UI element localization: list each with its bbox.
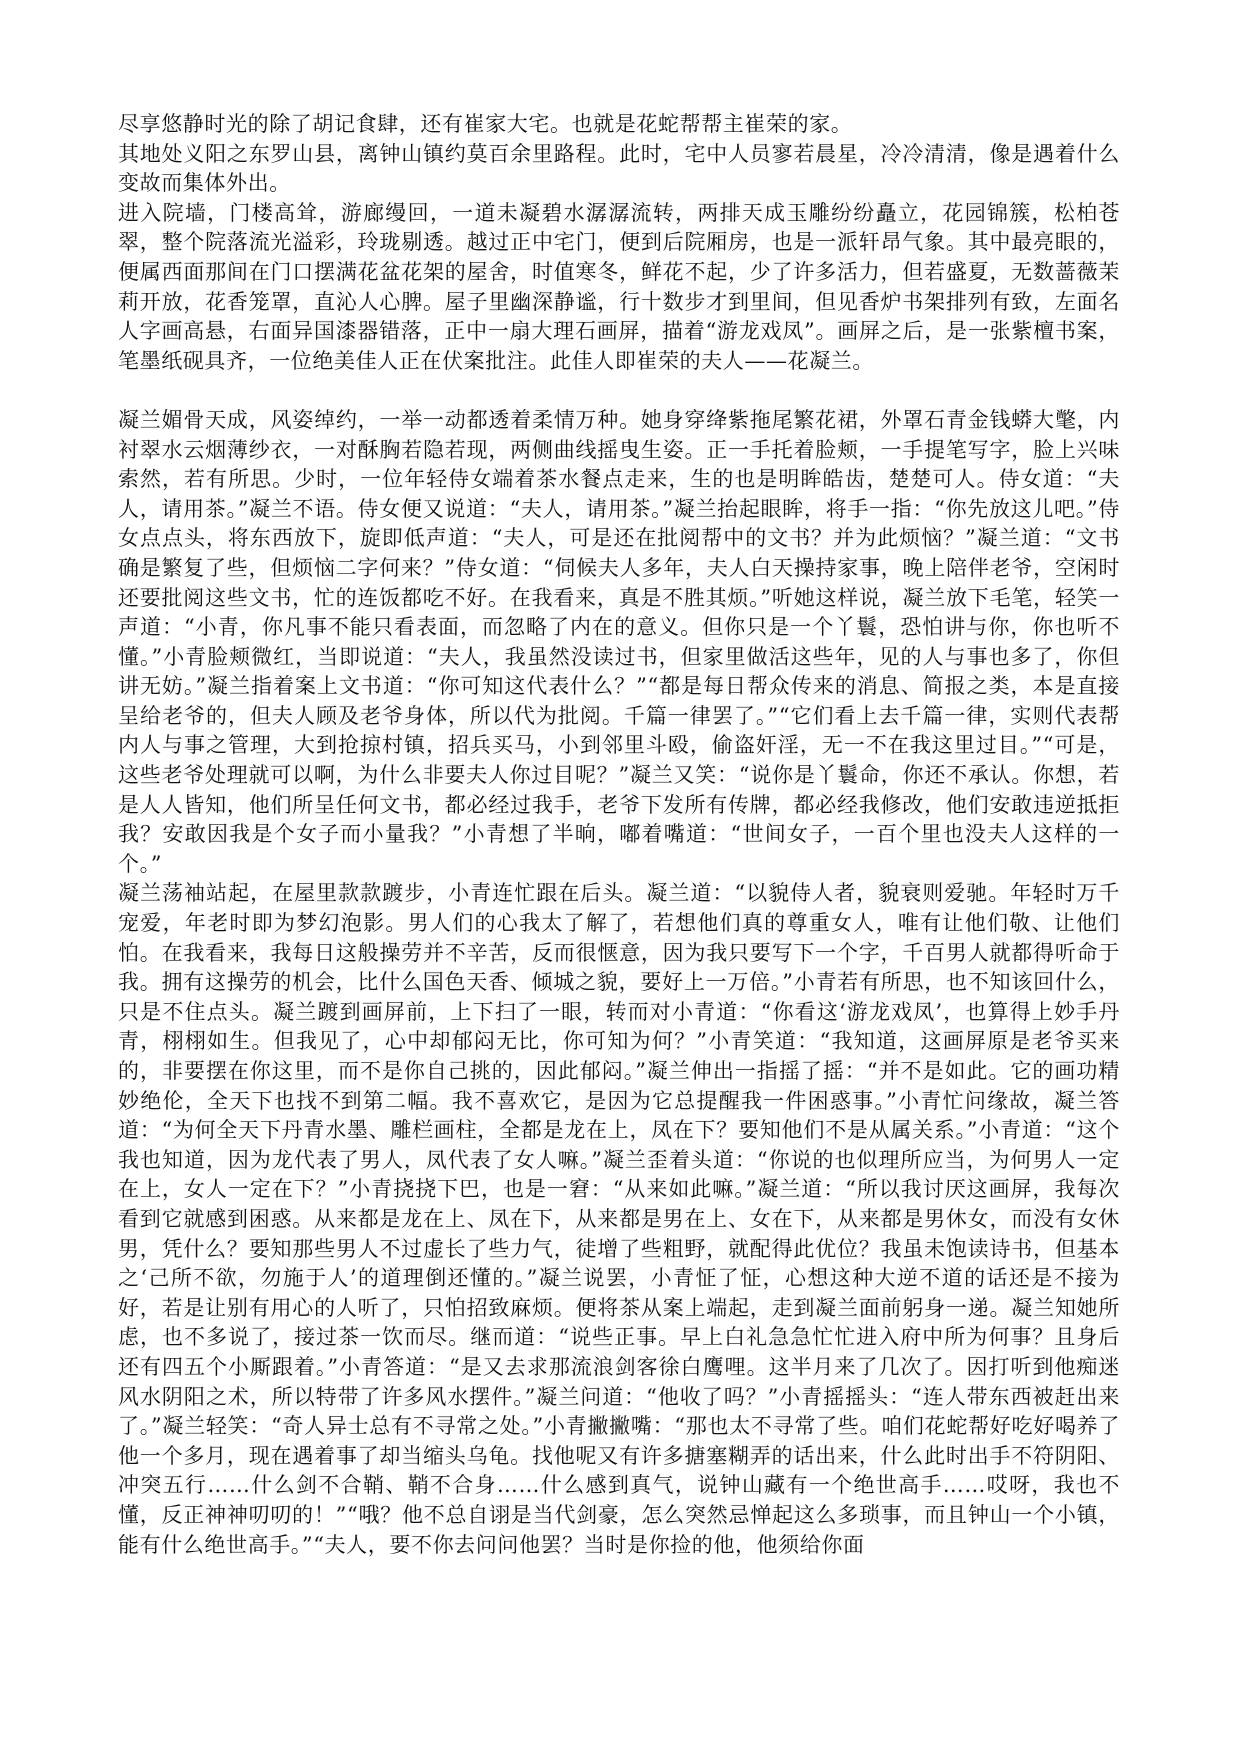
paragraph-4: 凝兰媚骨天成，风姿绰约，一举一动都透着柔情万种。她身穿绛紫拖尾繁花裙，外罩石青金钱蟒大氅，内衬翠水云烟薄纱衣，一对酥胸若隐若现，两侧曲线摇曳生姿。正一手托着脸颊，一手提笔写字，脸上兴味索然，若有所思。少时，一位年轻侍女端着茶水餐点走来，生的也是明眸皓齿，楚楚可人。侍女道：“夫人，请用茶。”凝兰不语。侍女便又说道：“夫人，请用茶。”凝兰抬起眼眸，将手一指：“你先放这儿吧。”侍女点点头，将东西放下，旋即低声道：“夫人，可是还在批阅帮中的文书？并为此烦恼？”凝兰道：“文书确是繁复了些，但烦恼二字何来？”侍女道：“伺候夫人多年，夫人白天操持家事，晚上陪伴老爷，空闲时还要批阅这些文书，忙的连饭都吃不好。在我看来，真是不胜其烦。”听她这样说，凝兰放下毛笔，轻笑一声道：“小青，你凡事不能只看表面，而忽略了内在的意义。但你只是一个丫鬟，恐怕讲与你，你也听不懂。”小青脸颊微红，当即说道：“夫人，我虽然没读过书，但家里做活这些年，见的人与事也多了，你但讲无妨。”凝兰指着案上文书道：“你可知这代表什么？”“都是每日帮众传来的消息、简报之类，本是直接呈给老爷的，但夫人顾及老爷身体，所以代为批阅。千篇一律罢了。”“它们看上去千篇一律，实则代表帮内人与事之管理，大到抢掠村镇，招兵买马，小到邻里斗殴，偷盗奸淫，无一不在我这里过目。”“可是，这些老爷处理就可以啊，为什么非要夫人你过目呢？”凝兰又笑：“说你是丫鬟命，你还不承认。你想，若是人人皆知，他们所呈任何文书，都必经过我手，老爷下发所有传牌，都必经我修改，他们安敢违逆抵拒我？安敢因我是个女子而小量我？”小青想了半晌，嘟着嘴道：“世间女子，一百个里也没夫人这样的一个。” bbox=[118, 407, 1120, 876]
paragraph-1: 尽享悠静时光的除了胡记食肆，还有崔家大宅。也就是花蛇帮帮主崔荣的家。 bbox=[118, 112, 853, 136]
paragraph-3: 进入院墙，门楼高耸，游廊缦回，一道未凝碧水潺潺流转，两排天成玉雕纷纷矗立，花园锦簇，松柏苍翠，整个院落流光溢彩，玲珑剔透。越过正中宅门，便到后院厢房，也是一派轩昂气象。其中最亮眼的，便属西面那间在门口摆满花盆花架的屋舍，时值寒冬，鲜花不起，少了许多活力，但若盛夏，无数蔷薇茉莉开放，花香笼罩，直沁人心脾。屋子里幽深静谧，行十数步才到里间，但见香炉书架排列有致，左面名人字画高悬，右面异国漆器错落，正中一扇大理石画屏，描着“游龙戏凤”。画屏之后，是一张紫檀书案，笔墨纸砚具齐，一位绝美佳人正在伏案批注。此佳人即崔荣的夫人——花凝兰。 bbox=[118, 200, 1120, 373]
document-page bbox=[118, 110, 1120, 1560]
paragraph-gap bbox=[118, 376, 1120, 406]
paragraph-5: 凝兰荡袖站起，在屋里款款踱步，小青连忙跟在后头。凝兰道：“以貌侍人者，貌衰则爱驰。年轻时万千宠爱，年老时即为梦幻泡影。男人们的心我太了解了，若想他们真的尊重女人，唯有让他们敬、让他们怕。在我看来，我每日这般操劳并不辛苦，反而很惬意，因为我只要写下一个字，千百男人就都得听命于我。拥有这操劳的机会，比什么国色天香、倾城之貌，要好上一万倍。”小青若有所思，也不知该回什么，只是不住点头。凝兰踱到画屏前，上下扫了一眼，转而对小青道：“你看这‘游龙戏凤’，也算得上妙手丹青，栩栩如生。但我见了，心中却郁闷无比，你可知为何？”小青笑道：“我知道，这画屏原是老爷买来的，非要摆在你这里，而不是你自己挑的，因此郁闷。”凝兰伸出一指摇了摇：“并不是如此。它的画功精妙绝伦，全天下也找不到第二幅。我不喜欢它，是因为它总提醒我一件困惑事。”小青忙问缘故，凝兰答道：“为何全天下丹青水墨、雕栏画柱，全都是龙在上，凤在下？要知他们不是从属关系。”小青道：“这个我也知道，因为龙代表了男人，凤代表了女人嘛。”凝兰歪着头道：“你说的也似理所应当，为何男人一定在上，女人一定在下？”小青挠挠下巴，也是一窘：“从来如此嘛。”凝兰道：“所以我讨厌这画屏，我每次看到它就感到困惑。从来都是龙在上、凤在下，从来都是男在上、女在下，从来都是男休女，而没有女休男，凭什么？要知那些男人不过虚长了些力气，徒增了些粗野，就配得此优位？我虽未饱读诗书，但基本之‘己所不欲，勿施于人’的道理倒还懂的。”凝兰说罢，小青怔了怔，心想这种大逆不道的话还是不接为好，若是让别有用心的人听了，只怕招致麻烦。便将茶从案上端起，走到凝兰面前躬身一递。凝兰知她所虑，也不多说了，接过茶一饮而尽。继而道：“说些正事。早上白礼急急忙忙进入府中所为何事？且身后还有四五个小厮跟着。”小青答道：“是又去求那流浪剑客徐白鹰哩。这半月来了几次了。因打听到他痴迷风水阴阳之术，所以特带了许多风水摆件。”凝兰问道：“他收了吗？”小青摇摇头：“连人带东西被赶出来了。”凝兰轻笑：“奇人异士总有不寻常之处。”小青撇撇嘴：“那也太不寻常了些。咱们花蛇帮好吃好喝养了他一个多月，现在遇着事了却当缩头乌龟。找他呢又有许多搪塞糊弄的话出来，什么此时出手不符阴阳、冲突五行……什么剑不合鞘、鞘不合身……什么感到真气，说钟山藏有一个绝世高手……哎呀，我也不懂，反正神神叨叨的！”“哦？他不总自诩是当代剑豪，怎么突然忌惮起这么多琐事，而且钟山一个小镇，能有什么绝世高手。”“夫人，要不你去问问他罢？当时是你捡的他，他须给你面 bbox=[118, 881, 1120, 1557]
paragraph-2: 其地处义阳之东罗山县，离钟山镇约莫百余里路程。此时，宅中人员寥若晨星，冷冷清清，像是遇着什么变故而集体外出。 bbox=[118, 141, 1120, 196]
